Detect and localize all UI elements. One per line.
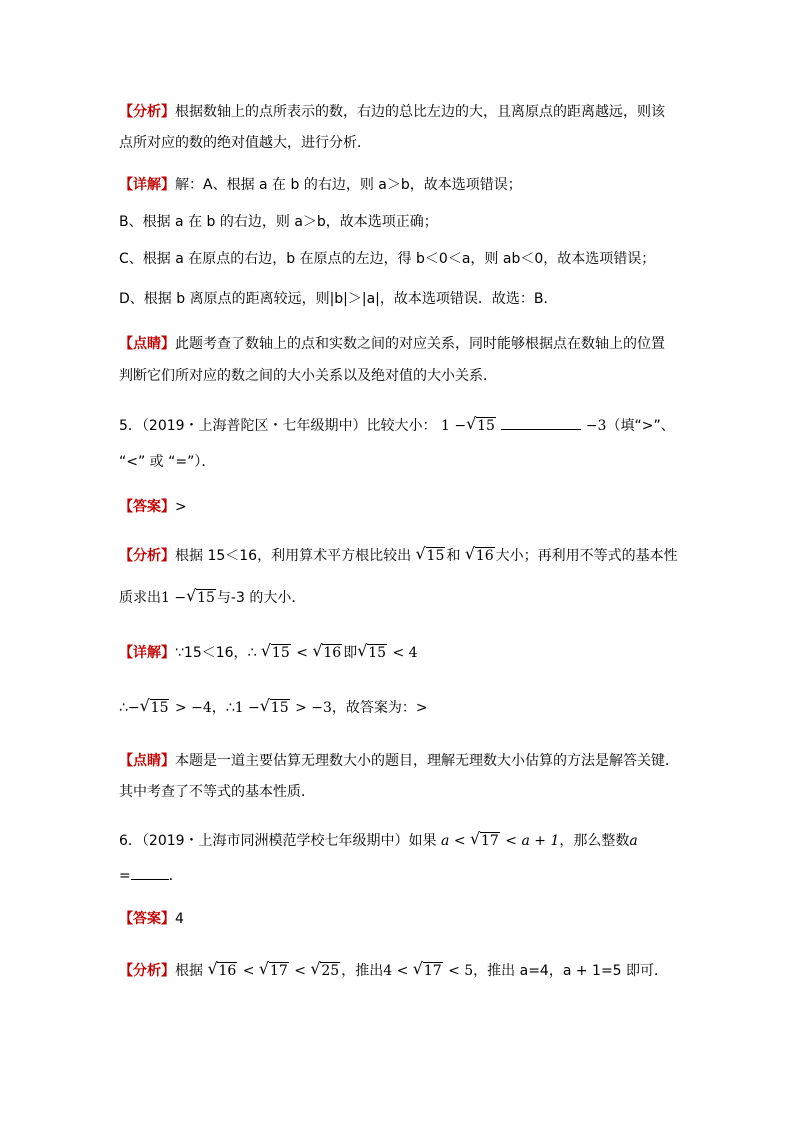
analysis-line-2 xyxy=(119,133,371,153)
lt-sign: < xyxy=(296,645,308,661)
sqrt-16: √ 16 xyxy=(466,546,495,566)
q5-stem-cont: “<” 或 “=”）． xyxy=(119,454,216,470)
q5-final: ，故答案为：> xyxy=(331,700,428,716)
q6-prefix: 6．（2019・上海市同洲模范学校七年级期中）如果 xyxy=(119,833,437,849)
q5-analysis-cont: 质求出 xyxy=(119,590,161,606)
analysis-tag: 【分析】 xyxy=(119,104,175,120)
period: ． xyxy=(168,868,183,884)
equals-sign: = xyxy=(119,868,131,884)
detail-option-b: B、根据 a 在 b 的右边，则 a＞b，故本选项正确； xyxy=(119,214,438,230)
four: 4 xyxy=(408,645,418,661)
comment-tag: 【点睛】 xyxy=(119,336,175,352)
q5-detail-text: ∵15＜16，∴ xyxy=(175,645,257,661)
and-word: 和 xyxy=(446,548,461,564)
four: 4 xyxy=(383,963,393,979)
q6-answer: 4 xyxy=(175,911,184,927)
q5-suffix: （填“>”、 xyxy=(606,418,675,434)
q5-answer: > xyxy=(175,499,187,515)
sqrt-15: √ 15 xyxy=(467,416,496,436)
comment-text-cont: 判断它们所对应的数之间的大小关系以及绝对值的大小关系． xyxy=(119,368,497,384)
gt-neg-3: > −3 xyxy=(295,700,332,716)
comment-line-2 xyxy=(119,366,497,386)
detail-tag: 【详解】 xyxy=(119,645,175,661)
q5-comment-text: 本题是一道主要估算无理数大小的题目，理解无理数大小估算的方法是解答关键． xyxy=(175,753,679,769)
sqrt-16: √ 16 xyxy=(313,643,342,663)
sqrt-17: √ 17 xyxy=(414,961,443,981)
q5-prefix: 5．（2019・上海普陀区・七年级期中）比较大小： xyxy=(119,418,437,434)
analysis-text: 根据数轴上的点所表示的数，右边的总比左边的大，且离原点的距离越远，则该 xyxy=(175,104,665,120)
detail-line-d xyxy=(119,289,558,309)
ji-word: 即 xyxy=(343,645,358,661)
analysis-text-cont: 点所对应的数的绝对值越大，进行分析． xyxy=(119,135,371,151)
lt-sign: < xyxy=(448,963,460,979)
detail-line-b xyxy=(119,212,438,232)
lt-sign: < xyxy=(392,645,405,661)
analysis-tag: 【分析】 xyxy=(119,548,175,564)
a-plus-1: a + 1 xyxy=(521,833,560,849)
lt-sign: < xyxy=(396,963,409,979)
q6-stem-line-1 xyxy=(119,831,638,851)
sqrt-15: √ 15 xyxy=(358,643,387,663)
q5-analysis-cont-b: 与-3 的大小． xyxy=(216,590,306,606)
detail-line-a xyxy=(119,175,522,195)
sqrt-15: √ 15 xyxy=(261,698,290,718)
q5-stem-line-1 xyxy=(119,416,675,436)
sqrt-17: √ 17 xyxy=(260,961,289,981)
sqrt-16: √ 16 xyxy=(208,961,237,981)
analysis-line-1 xyxy=(119,102,665,122)
q5-answer-blank xyxy=(501,429,581,430)
q6-answer-line xyxy=(119,909,184,929)
q5-stem-line-2 xyxy=(119,452,215,472)
comment-text: 此题考查了数轴上的点和实数之间的对应关系，同时能够根据点在数轴上的位置 xyxy=(175,336,665,352)
q5-one-minus: 1 − xyxy=(234,700,260,716)
detail-line-c xyxy=(119,249,655,269)
q6-analysis-line xyxy=(119,961,668,981)
sqrt-25: √ 25 xyxy=(311,961,340,981)
sqrt-17: √ 17 xyxy=(471,831,500,851)
q5-analysis-line-1 xyxy=(119,546,678,566)
detail-option-c: C、根据 a 在原点的右边，b 在原点的左边，得 b＜0＜a，则 ab＜0，故本选项错误； xyxy=(119,251,656,267)
lt-sign: < xyxy=(242,963,255,979)
var-a: a xyxy=(441,833,450,849)
detail-option-d: D、根据 b 离原点的距离较远，则|b|＞|a|，故本选项错误．故选：B． xyxy=(119,291,558,307)
detail-option-a: 解：A、根据 a 在 b 的右边，则 a＞b，故本选项错误； xyxy=(175,177,522,193)
q5-detail-line-1 xyxy=(119,643,418,663)
detail-tag: 【详解】 xyxy=(119,177,175,193)
q5-one-minus: 1 − xyxy=(161,590,187,606)
lt-sign: < xyxy=(294,963,306,979)
q6-answer-blank xyxy=(131,879,169,880)
var-a: a xyxy=(629,833,638,849)
q6-analysis-text: 根据 xyxy=(175,963,203,979)
q5-detail-line-2 xyxy=(119,698,428,718)
q5-comment-line-1 xyxy=(119,751,679,771)
sqrt-15: √ 15 xyxy=(141,698,170,718)
q6-analysis-text-b: ，推出 xyxy=(341,963,384,979)
q5-comment-cont: 其中考查了不等式的基本性质． xyxy=(119,784,315,800)
q5-analysis-line-2 xyxy=(119,588,305,608)
q5-one-minus: 1 − xyxy=(441,418,467,434)
q5-comment-line-2 xyxy=(119,782,315,802)
answer-tag: 【答案】 xyxy=(119,499,175,515)
comment-line-1 xyxy=(119,334,665,354)
q5-analysis-text-b: 大小；再利用不等式的基本性 xyxy=(495,548,678,564)
therefore-sign: ∴ xyxy=(119,700,128,716)
five: 5 xyxy=(464,963,474,979)
q6-stem-line-2 xyxy=(119,866,183,886)
gt-neg-4: > −4 xyxy=(174,700,212,716)
q5-minus-3: −3 xyxy=(585,418,607,434)
lt-sign: < xyxy=(505,833,518,849)
q6-analysis-text-c: ，推出 a=4，a + 1=5 即可． xyxy=(473,963,669,979)
analysis-tag: 【分析】 xyxy=(119,963,175,979)
q5-analysis-text: 根据 15＜16，利用算术平方根比较出 xyxy=(175,548,412,564)
sqrt-15: √ 15 xyxy=(262,643,291,663)
answer-tag: 【答案】 xyxy=(119,911,175,927)
q6-suffix: ，那么整数 xyxy=(559,833,630,849)
therefore-sign: ，∴ xyxy=(211,700,235,716)
lt-sign: < xyxy=(453,833,466,849)
neg-sign: − xyxy=(127,700,140,716)
comment-tag: 【点睛】 xyxy=(119,753,175,769)
q5-answer-line xyxy=(119,497,187,517)
sqrt-15: √ 15 xyxy=(187,588,216,608)
sqrt-15: √ 15 xyxy=(417,546,446,566)
